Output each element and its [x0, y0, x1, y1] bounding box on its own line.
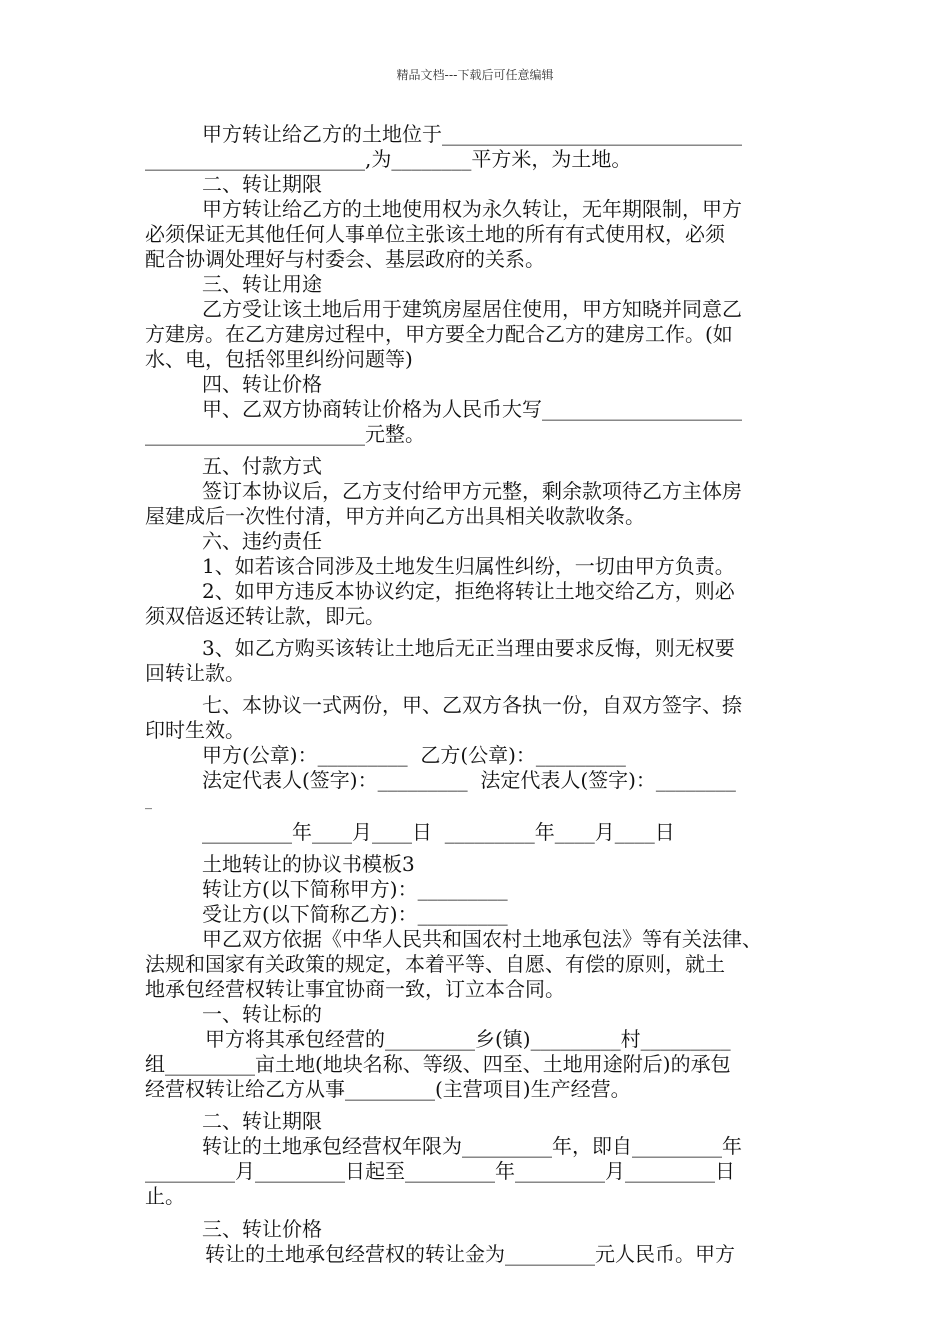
paragraph-line: 甲方转让给乙方的土地使用权为永久转让，无年期限制，甲方 — [202, 197, 742, 221]
paragraph-line: 印时生效。 — [145, 718, 245, 742]
paragraph-line: 组_________亩土地(地块名称、等级、四至、土地用途附后)的承包 — [145, 1052, 731, 1076]
paragraph-line: 屋建成后一次性付清，甲方并向乙方出具相关收款收条。 — [145, 504, 645, 528]
paragraph-line: 甲方转让给乙方的土地位于______________________________ — [202, 122, 742, 146]
paragraph-line: 止。 — [145, 1184, 185, 1208]
signature-line: 甲方(公章)：_________ 乙方(公章)：_________ — [202, 743, 626, 767]
paragraph-line: 甲方将其承包经营的_________乡(镇)_________村_________ — [205, 1027, 731, 1051]
paragraph-line: 甲、乙双方协商转让价格为人民币大写____________________ — [202, 397, 742, 421]
paragraph-line: 配合协调处理好与村委会、基层政府的关系。 — [145, 247, 545, 271]
section-heading: 三、转让用途 — [202, 272, 322, 296]
template-title: 土地转让的协议书模板3 — [202, 852, 415, 876]
section-heading: 五、付款方式 — [202, 454, 322, 478]
paragraph-line: 转让的土地承包经营权的转让金为_________元人民币。甲方 — [205, 1242, 735, 1266]
page-header: 精品文档---下载后可任意编辑 — [396, 68, 554, 82]
paragraph-line: 3、如乙方购买该转让土地后无正当理由要求反悔，则无权要 — [202, 636, 735, 660]
paragraph-line: 1、如若该合同涉及土地发生归属性纠纷，一切由甲方负责。 — [202, 554, 735, 578]
signature-line: _ — [145, 794, 152, 810]
paragraph-line: ______________________,为________平方米，为土地。 — [145, 147, 632, 171]
section-heading: 三、转让价格 — [202, 1217, 322, 1241]
paragraph-line: _________月_________日起至_________年_________月_________日 — [145, 1159, 735, 1183]
paragraph-line: 七、本协议一式两份，甲、乙双方各执一份，自双方签字、捺 — [202, 693, 742, 717]
paragraph-line: 经营权转让给乙方从事_________(主营项目)生产经营。 — [145, 1077, 631, 1101]
paragraph-line: 方建房。在乙方建房过程中，甲方要全力配合乙方的建房工作。(如 — [145, 322, 733, 346]
section-heading: 二、转让期限 — [202, 172, 322, 196]
section-heading: 一、转让标的 — [202, 1002, 322, 1026]
section-heading: 二、转让期限 — [202, 1109, 322, 1133]
party-line: 转让方(以下简称甲方)：_________ — [202, 877, 508, 901]
paragraph-line: 乙方受让该土地后用于建筑房屋居住使用，甲方知晓并同意乙 — [202, 297, 742, 321]
paragraph-line: 甲乙双方依据《中华人民共和国农村土地承包法》等有关法律、 — [202, 927, 762, 951]
signature-line: 法定代表人(签字)：_________ 法定代表人(签字)：________ — [202, 768, 736, 792]
date-line: _________年____月____日 _________年____月____日 — [202, 820, 675, 844]
paragraph-line: ______________________元整。 — [145, 422, 425, 446]
section-heading: 四、转让价格 — [202, 372, 322, 396]
paragraph-line: 须双倍返还转让款，即元。 — [145, 604, 385, 628]
party-line: 受让方(以下简称乙方)：_________ — [202, 902, 508, 926]
document-body — [145, 122, 810, 1267]
paragraph-line: 回转让款。 — [145, 661, 245, 685]
paragraph-line: 法规和国家有关政策的规定，本着平等、自愿、有偿的原则，就土 — [145, 952, 725, 976]
paragraph-line: 水、电，包括邻里纠纷问题等) — [145, 347, 413, 371]
paragraph-line: 必须保证无其他任何人事单位主张该土地的所有有式使用权，必须 — [145, 222, 725, 246]
paragraph-line: 转让的土地承包经营权年限为_________年，即自_________年 — [202, 1134, 742, 1158]
paragraph-line: 签订本协议后，乙方支付给甲方元整，剩余款项待乙方主体房 — [202, 479, 742, 503]
section-heading: 六、违约责任 — [202, 529, 322, 553]
paragraph-line: 地承包经营权转让事宜协商一致，订立本合同。 — [145, 977, 565, 1001]
paragraph-line: 2、如甲方违反本协议约定，拒绝将转让土地交给乙方，则必 — [202, 579, 735, 603]
